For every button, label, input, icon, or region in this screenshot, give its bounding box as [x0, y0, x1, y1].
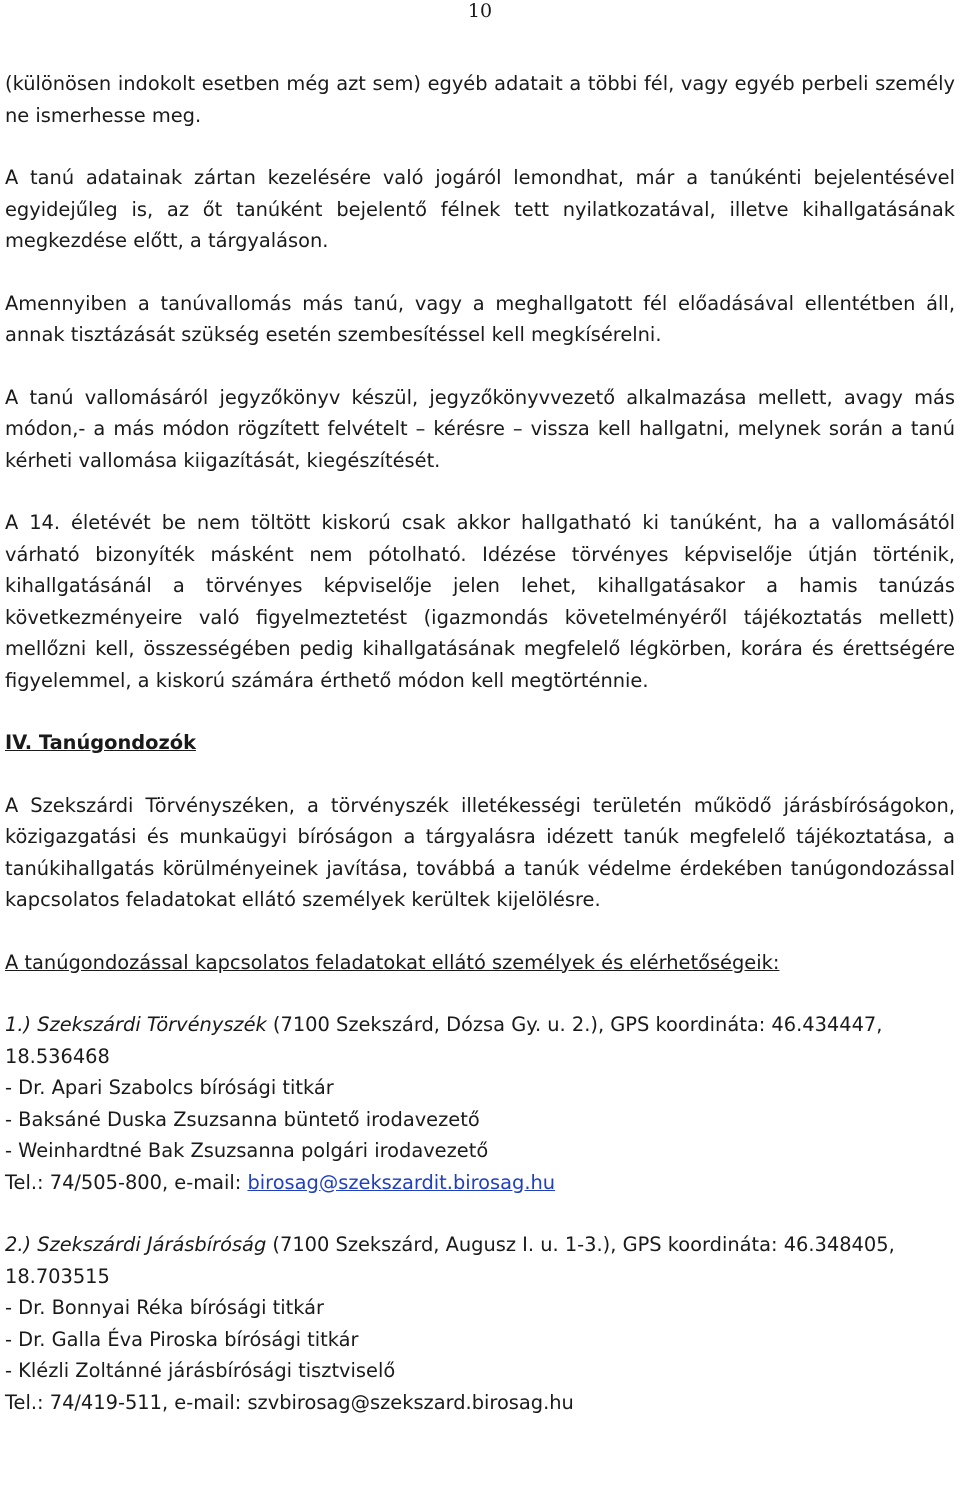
document-body — [5, 68, 955, 1449]
court-contact-line — [5, 1387, 955, 1419]
court-name: 1.) Szekszárdi Törvényszék — [5, 1013, 267, 1036]
court-block-tribunal — [5, 1009, 955, 1198]
email-text: szvbirosag@szekszard.birosag.hu — [247, 1390, 574, 1414]
contact-person: - Weinhardtné Bak Zsuzsanna polgári irodavezető — [5, 1139, 489, 1162]
court-address — [5, 1009, 955, 1041]
court-address-text: (7100 Szekszárd, Dózsa Gy. u. 2.), GPS koordináta: 46.434447, — [266, 1013, 883, 1036]
court-gps-continuation: 18.703515 — [5, 1264, 110, 1288]
paragraph-waiver: A tanú adatainak zártan kezelésére való jogáról lemondhat, már a tanúkénti bejelentésével egyidejűleg is, az őt tanúként bejelentő félnek tett nyilatkozatával, illetve kihallgatásának megkezdése előtt, a tárgyaláson. — [5, 166, 955, 252]
court-block-district — [5, 1229, 955, 1418]
section-heading: IV. Tanúgondozók — [5, 731, 196, 754]
paragraph-minutes: A tanú vallomásáról jegyzőkönyv készül, jegyzőkönyvvezető alkalmazása mellett, avagy más módon,- a más módon rögzített felvételt – kérésre – vissza kell hallgatni, melynek során a tanú kérheti vallomása kiigazítását, kiegészítését. — [5, 385, 955, 472]
page-number: 10 — [467, 0, 493, 22]
court-address-text: (7100 Szekszárd, Augusz I. u. 1-3.), GPS koordináta: 46.348405, — [266, 1233, 895, 1256]
contacts-heading: A tanúgondozással kapcsolatos feladatokat ellátó személyek és elérhetőségeik: — [5, 950, 780, 974]
contact-person: - Klézli Zoltánné járásbírósági tisztviselő — [5, 1359, 396, 1382]
contact-person: - Dr. Galla Éva Piroska bírósági titkár — [5, 1327, 359, 1351]
paragraph-anonymity: (különösen indokolt esetben még azt sem) egyéb adatait a többi fél, vagy egyéb perbeli személy ne ismerhesse meg. — [5, 72, 955, 127]
phone-text: Tel.: 74/505-800, e-mail: — [5, 1170, 248, 1194]
email-link[interactable]: birosag@szekszardit.birosag.hu — [247, 1170, 556, 1194]
paragraph-confrontation: Amennyiben a tanúvallomás más tanú, vagy a meghallgatott fél előadásával ellentétben áll, annak tisztázását szükség esetén szembesítéssel kell megkísérelni. — [5, 291, 955, 346]
court-address — [5, 1229, 955, 1261]
court-contact-line — [5, 1167, 955, 1199]
contact-person: - Dr. Bonnyai Réka bírósági titkár — [5, 1296, 325, 1319]
court-name: 2.) Szekszárdi Járásbíróság — [5, 1233, 267, 1256]
paragraph-witness-care: A Szekszárdi Törvényszéken, a törvényszék illetékességi területén működő járásbíróságokon, közigazgatási és munkaügyi bíróságon a tárgyalásra idézett tanúk megfelelő tájékoztatása, a tanúkihallgatás körülményeinek javítása, továbbá a tanúk védelme érdekében tanúgondozással kapcsolatos feladatokat ellátó személyek kerültek kijelölésre. — [5, 793, 955, 911]
paragraph-minor-witness: A 14. életévét be nem töltött kiskorú csak akkor hallgatható ki tanúként, ha a vallomásától várható bizonyíték másként nem pótolható. Idézése törvényes képviselője útján történik, kihallgatásánál a törvényes képviselője jelen lehet, kihallgatásakor a hamis tanúzás következményeire való figyelmeztetést (igazmondás követelményéről tájékoztatás mellett) mellőzni kell, összességében pedig kihallgatásának megfelelő légkörben, korára és érettségére figyelemmel, a kiskorú számára érthető módon kell megtörténnie. — [5, 511, 955, 692]
contact-person: - Baksáné Duska Zsuzsanna büntető irodavezető — [5, 1107, 480, 1131]
contact-person: - Dr. Apari Szabolcs bírósági titkár — [5, 1076, 334, 1099]
phone-text: Tel.: 74/419-511, e-mail: — [5, 1390, 248, 1414]
court-gps-continuation: 18.536468 — [5, 1044, 110, 1068]
